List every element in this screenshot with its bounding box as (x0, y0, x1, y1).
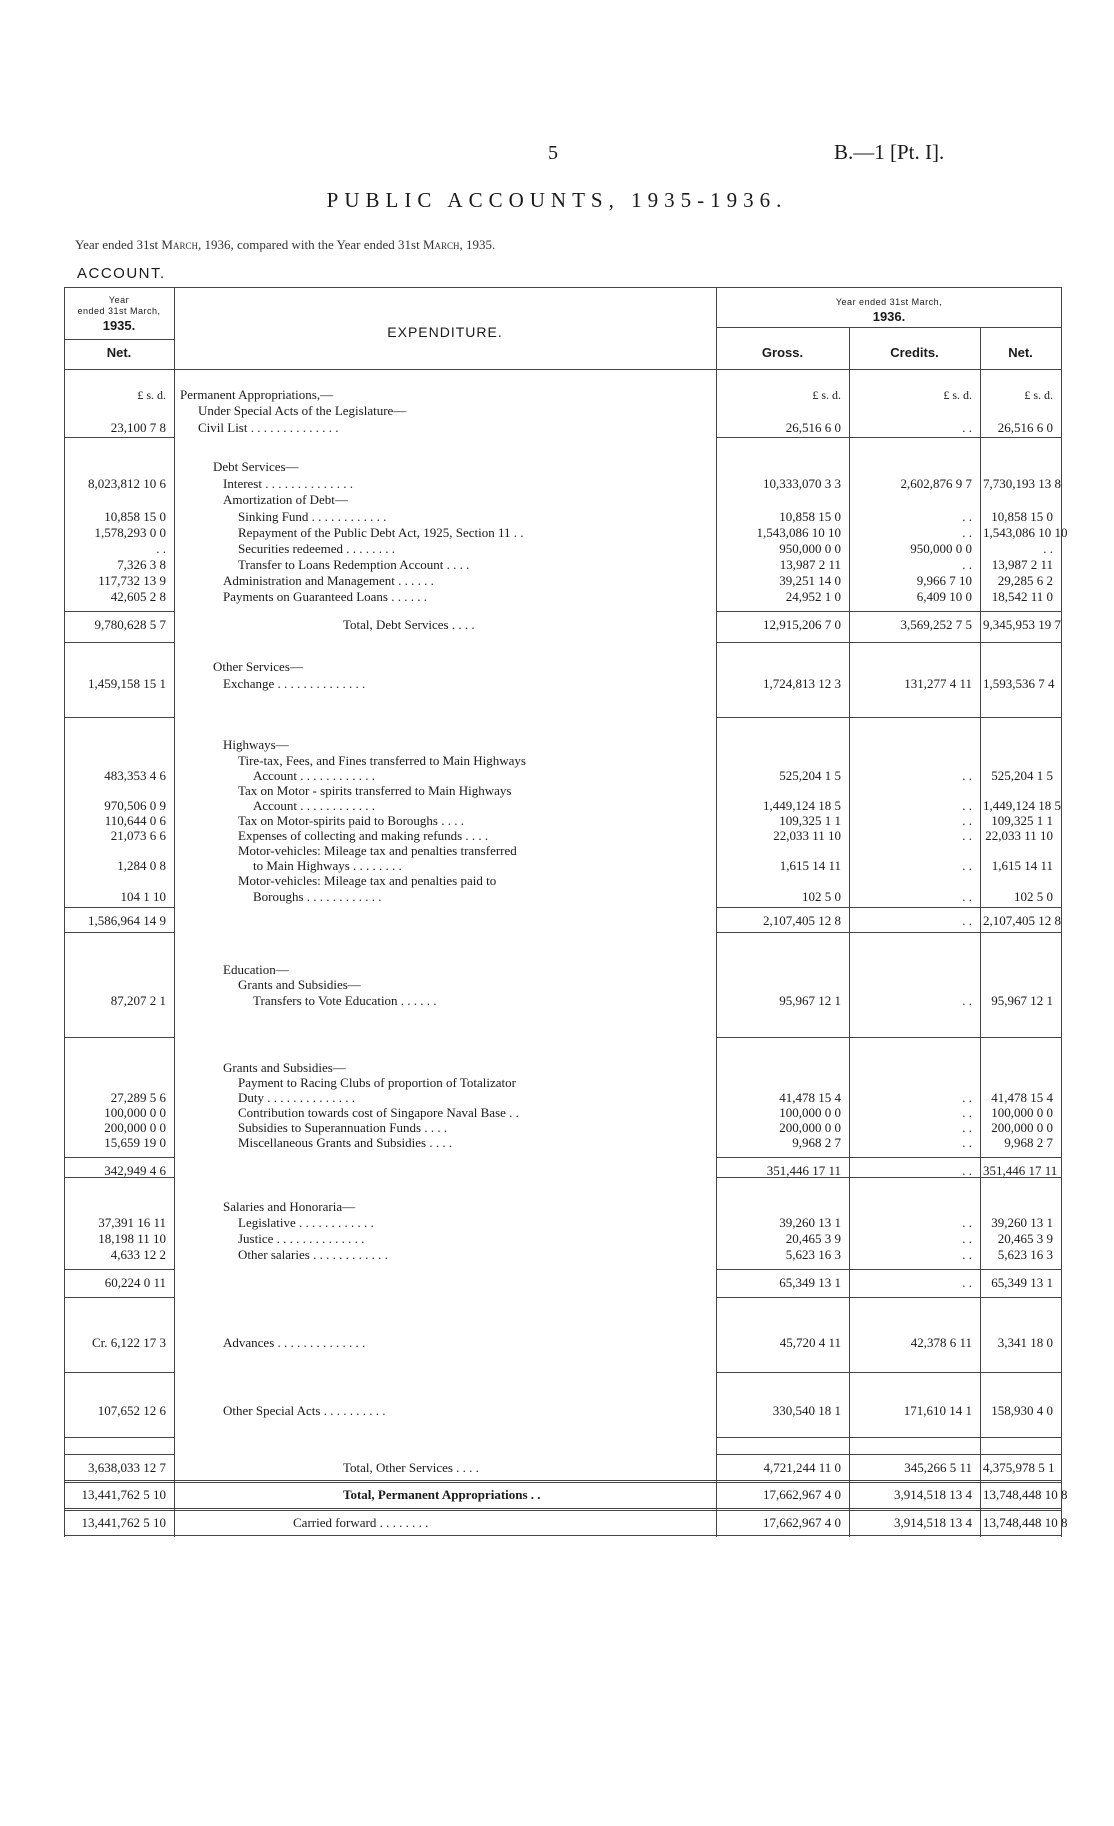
credits-value: . . (962, 858, 972, 873)
table-row (64, 403, 1062, 419)
prev-year-net-value: 342,949 4 6 (104, 1163, 166, 1178)
table-row (64, 676, 1062, 692)
net-value: 525,204 1 5 (991, 768, 1053, 783)
section-rule (64, 1177, 174, 1178)
table-row (64, 962, 1062, 978)
expenditure-description: to Main Highways . . . . . . . . (253, 858, 402, 873)
expenditure-description: Grants and Subsidies— (223, 1060, 346, 1075)
credits-value: 2,602,876 9 7 (900, 476, 972, 491)
gross-value: 45,720 4 11 (779, 1335, 841, 1350)
table-row (64, 1460, 1062, 1476)
expenditure-description: Permanent Appropriations,— (180, 387, 334, 402)
expenditure-description: Repayment of the Public Debt Act, 1925, Section 11 . . (238, 525, 524, 540)
expenditure-description: Legislative . . . . . . . . . . . . (238, 1215, 374, 1230)
expenditure-description: Motor-vehicles: Mileage tax and penalties paid to (238, 873, 497, 888)
table-row (64, 1120, 1062, 1136)
table-row (64, 1199, 1062, 1215)
prev-year-net-value: 87,207 2 1 (110, 993, 166, 1008)
table-row (64, 873, 1062, 889)
credits-value: . . (962, 509, 972, 524)
subtitle-suffix: , 1935. (459, 237, 496, 252)
prev-year-net-value: 37,391 16 11 (98, 1215, 166, 1230)
gross-value: 39,251 14 0 (779, 573, 841, 588)
prev-year-net-value: 483,353 4 6 (104, 768, 166, 783)
credits-value: . . (962, 768, 972, 783)
table-bottom-rule (64, 1535, 1062, 1536)
table-row (64, 1215, 1062, 1231)
gross-value: 95,967 12 1 (779, 993, 841, 1008)
expenditure-description: Sinking Fund . . . . . . . . . . . . (238, 509, 387, 524)
net-value: 1,449,124 18 5 (983, 798, 1061, 813)
net-value: 41,478 15 4 (991, 1090, 1053, 1105)
table-row (64, 492, 1062, 508)
expenditure-description: Account . . . . . . . . . . . . (253, 768, 376, 783)
section-rule (64, 1372, 174, 1373)
table-row (64, 1515, 1068, 1531)
expenditure-description: Highways— (223, 737, 289, 752)
credits-value: . . (962, 557, 972, 572)
prev-year-net-value: 13,441,762 5 10 (81, 1487, 166, 1502)
expenditure-description: Boroughs . . . . . . . . . . . . (253, 889, 382, 904)
table-row (64, 828, 1062, 844)
table-row (64, 541, 1062, 557)
credits-value: 171,610 14 1 (903, 1403, 972, 1418)
section-rule (716, 437, 1062, 438)
section-rule (64, 1437, 174, 1438)
credits-value: 345,266 5 11 (904, 1460, 972, 1475)
prev-year-net-value: 100,000 0 0 (104, 1105, 166, 1120)
credits-units: £ s. d. (943, 388, 972, 402)
gross-value: 17,662,967 4 0 (763, 1515, 841, 1530)
expenditure-description: Account . . . . . . . . . . . . (253, 798, 376, 813)
subtotal-rule (64, 1157, 174, 1158)
section-rule (716, 642, 1062, 643)
expenditure-description: Contribution towards cost of Singapore Naval Base . . (238, 1105, 519, 1120)
credits-value: . . (962, 993, 972, 1008)
subtotal-rule (64, 611, 174, 612)
table-row (64, 977, 1062, 993)
prev-units: £ s. d. (137, 388, 166, 402)
table-row (64, 476, 1062, 492)
prev-year-net-value: 9,780,628 5 7 (94, 617, 166, 632)
gross-value: 525,204 1 5 (779, 768, 841, 783)
gross-value: 17,662,967 4 0 (763, 1487, 841, 1502)
gross-value: 109,325 1 1 (779, 813, 841, 828)
expenditure-description: Civil List . . . . . . . . . . . . . . (198, 420, 339, 435)
section-rule (716, 1372, 1062, 1373)
total-rule (64, 1508, 1062, 1511)
credits-value: . . (962, 889, 972, 904)
table-row (64, 659, 1062, 675)
credits-value: . . (962, 1247, 972, 1262)
credits-value: . . (962, 1215, 972, 1230)
subtotal-rule (64, 907, 174, 908)
gross-value: 950,000 0 0 (779, 541, 841, 556)
net-value: 200,000 0 0 (991, 1120, 1053, 1135)
gross-value: 22,033 11 10 (773, 828, 841, 843)
net-value: . . (1043, 541, 1053, 556)
prev-year-net-value: 110,644 0 6 (104, 813, 166, 828)
expenditure-description: Motor-vehicles: Mileage tax and penalties transferred (238, 843, 517, 858)
gross-units: £ s. d. (812, 388, 841, 402)
net-value: 9,345,953 19 7 (983, 617, 1061, 632)
credits-value: 131,277 4 11 (904, 676, 972, 691)
net-value: 39,260 13 1 (991, 1215, 1053, 1230)
expenditure-description: Advances . . . . . . . . . . . . . . (223, 1335, 366, 1350)
net-value: 13,987 2 11 (991, 557, 1053, 572)
table-row (64, 557, 1062, 573)
net-value: 102 5 0 (1014, 889, 1053, 904)
total-rule (64, 1480, 1062, 1483)
subtotal-rule (716, 907, 1062, 908)
prev-year-net-value: 7,326 3 8 (117, 557, 166, 572)
table-row (64, 753, 1062, 769)
gross-value: 12,915,206 7 0 (763, 617, 841, 632)
prev-year-net-value: 18,198 11 10 (98, 1231, 166, 1246)
subtitle-month-2: March (422, 237, 460, 252)
section-heading: ACCOUNT. (77, 265, 166, 282)
credits-value: . . (962, 1275, 972, 1290)
prev-year-net-value: 200,000 0 0 (104, 1120, 166, 1135)
gross-header: Gross. (761, 345, 804, 360)
prev-year-net-value: 1,284 0 8 (117, 858, 166, 873)
credits-value: 9,966 7 10 (916, 573, 972, 588)
section-rule (64, 1297, 174, 1298)
current-year-label: Year ended 31st March, (835, 297, 943, 307)
gross-value: 102 5 0 (802, 889, 841, 904)
expenditure-description: Securities redeemed . . . . . . . . (238, 541, 396, 556)
gross-value: 100,000 0 0 (779, 1105, 841, 1120)
table-row (64, 858, 1062, 874)
credits-value: 6,409 10 0 (916, 589, 972, 604)
subtitle-prefix: Year ended 31st (75, 237, 159, 252)
net-value: 3,341 18 0 (997, 1335, 1053, 1350)
expenditure-description: Exchange . . . . . . . . . . . . . . (223, 676, 366, 691)
gross-value: 1,615 14 11 (779, 858, 841, 873)
credits-value: 950,000 0 0 (910, 541, 972, 556)
credits-value: . . (962, 813, 972, 828)
net-value: 65,349 13 1 (991, 1275, 1053, 1290)
page-subtitle (75, 237, 495, 253)
section-rule (64, 642, 174, 643)
table-row (64, 1487, 1068, 1503)
table-row (64, 737, 1062, 753)
expenditure-description: Tire-tax, Fees, and Fines transferred to Main Highways (238, 753, 526, 768)
credits-value: . . (962, 1135, 972, 1150)
net-value: 1,543,086 10 10 (983, 525, 1068, 540)
expenditure-description: Under Special Acts of the Legislature— (198, 403, 407, 418)
credits-value: 3,569,252 7 5 (900, 617, 972, 632)
net-value: 22,033 11 10 (985, 828, 1053, 843)
prev-year-net-value: 1,459,158 15 1 (88, 676, 166, 691)
prev-year-net-value: 970,506 0 9 (104, 798, 166, 813)
expenditure-description: Amortization of Debt— (223, 492, 348, 507)
gross-value: 200,000 0 0 (779, 1120, 841, 1135)
table-row (64, 768, 1062, 784)
prev-year-net-value: . . (156, 541, 166, 556)
credits-value: . . (962, 420, 972, 435)
prev-year-net-value: 10,858 15 0 (104, 509, 166, 524)
prev-year-net-value: 3,638,033 12 7 (88, 1460, 166, 1475)
expenditure-description: Payments on Guaranteed Loans . . . . . . (223, 589, 427, 604)
gross-value: 5,623 16 3 (785, 1247, 841, 1262)
prev-year-ended: ended 31st March, (77, 306, 161, 316)
gross-value: 351,446 17 11 (766, 1163, 841, 1178)
subtotal-rule (716, 1454, 1062, 1455)
table-row (64, 1247, 1062, 1263)
net-value: 10,858 15 0 (991, 509, 1053, 524)
table-row (64, 813, 1062, 829)
credits-value: . . (962, 1120, 972, 1135)
expenditure-description: Total, Permanent Appropriations . . (343, 1487, 541, 1502)
net-value: 29,285 6 2 (997, 573, 1053, 588)
expenditure-description: Transfers to Vote Education . . . . . . (253, 993, 437, 1008)
prev-year-net-value: 13,441,762 5 10 (81, 1515, 166, 1530)
net-value: 20,465 3 9 (997, 1231, 1053, 1246)
gross-value: 39,260 13 1 (779, 1215, 841, 1230)
prev-year-net-value: Cr. 6,122 17 3 (91, 1335, 166, 1350)
subtotal-rule (716, 1269, 1062, 1270)
prev-year-net-value: 42,605 2 8 (110, 589, 166, 604)
table-row (64, 1403, 1062, 1419)
prev-year-label: Year (108, 295, 130, 305)
table-row (64, 387, 1062, 403)
section-rule (716, 1437, 1062, 1438)
expenditure-description: Justice . . . . . . . . . . . . . . (238, 1231, 365, 1246)
expenditure-description: Education— (223, 962, 289, 977)
net-value: 18,542 11 0 (991, 589, 1053, 604)
section-rule (64, 1037, 174, 1038)
net-value: 158,930 4 0 (991, 1403, 1053, 1418)
subtotal-rule (716, 1157, 1062, 1158)
table-row (64, 993, 1062, 1009)
prev-year-net-value: 27,289 5 6 (110, 1090, 166, 1105)
table-row (64, 459, 1062, 475)
table-row (64, 1105, 1062, 1121)
credits-value: . . (962, 798, 972, 813)
table-row (64, 1075, 1062, 1091)
subtitle-month-1: March (161, 237, 198, 252)
prev-year-net-value: 4,633 12 2 (110, 1247, 166, 1262)
gross-value: 4,721,244 11 0 (763, 1460, 841, 1475)
expenditure-description: Other Services— (213, 659, 303, 674)
expenditure-description: Subsidies to Superannuation Funds . . . . (238, 1120, 448, 1135)
net-value: 13,748,448 10 8 (983, 1487, 1068, 1502)
header-bottom-rule (64, 369, 1062, 370)
net-value: 13,748,448 10 8 (983, 1515, 1068, 1530)
section-rule (64, 437, 174, 438)
subtitle-mid: , 1936, compared with the Year ended 31st (198, 237, 420, 252)
gross-value: 20,465 3 9 (785, 1231, 841, 1246)
credits-value: . . (962, 1105, 972, 1120)
prev-year-net-value: 1,586,964 14 9 (88, 913, 166, 928)
gross-value: 13,987 2 11 (779, 557, 841, 572)
expenditure-description: Debt Services— (213, 459, 299, 474)
net-value: 1,593,536 7 4 (983, 676, 1055, 691)
table-row (64, 509, 1062, 525)
expenditure-description: Tax on Motor-spirits paid to Boroughs . . . . (238, 813, 464, 828)
section-rule (716, 932, 1062, 933)
expenditure-description: Miscellaneous Grants and Subsidies . . . . (238, 1135, 453, 1150)
gross-value: 2,107,405 12 8 (763, 913, 841, 928)
current-year-year: 1936. (872, 309, 906, 324)
expenditure-description: Tax on Motor - spirits transferred to Main Highways (238, 783, 512, 798)
table-row (64, 843, 1062, 859)
section-rule (716, 1177, 1062, 1178)
prev-year-net: Net. (106, 345, 132, 360)
credits-value: 3,914,518 13 4 (894, 1515, 972, 1530)
table-row (64, 1135, 1062, 1151)
expenditure-description: Grants and Subsidies— (238, 977, 361, 992)
credits-value: . . (962, 828, 972, 843)
prev-header-rule (64, 339, 174, 340)
net-value: 4,375,978 5 1 (983, 1460, 1055, 1475)
credits-value: . . (962, 913, 972, 928)
subtotal-rule (64, 1269, 174, 1270)
gross-value: 1,543,086 10 10 (756, 525, 841, 540)
expenditure-header: EXPENDITURE. (387, 324, 503, 340)
gross-value: 41,478 15 4 (779, 1090, 841, 1105)
prev-year-net-value: 1,578,293 0 0 (94, 525, 166, 540)
table-row (64, 525, 1068, 541)
net-value: 26,516 6 0 (997, 420, 1053, 435)
document-reference: B.—1 [Pt. I]. (834, 140, 945, 164)
expenditure-table (64, 287, 1068, 1537)
gross-value: 10,858 15 0 (779, 509, 841, 524)
table-row (64, 420, 1062, 436)
expenditure-description: Total, Debt Services . . . . (343, 617, 475, 632)
expenditure-description: Carried forward . . . . . . . . (293, 1515, 429, 1530)
credits-header: Credits. (890, 345, 939, 360)
credits-value: . . (962, 1163, 972, 1178)
prev-year-net-value: 104 1 10 (120, 889, 166, 904)
expenditure-description: Other salaries . . . . . . . . . . . . (238, 1247, 388, 1262)
gross-value: 10,333,070 3 3 (763, 476, 841, 491)
net-value: 100,000 0 0 (991, 1105, 1053, 1120)
net-value: 9,968 2 7 (1004, 1135, 1053, 1150)
prev-year-net-value: 8,023,812 10 6 (88, 476, 166, 491)
current-year-rule (716, 327, 1062, 328)
expenditure-description: Administration and Management . . . . . . (223, 573, 434, 588)
gross-value: 9,968 2 7 (792, 1135, 841, 1150)
expenditure-description: Interest . . . . . . . . . . . . . . (223, 476, 353, 491)
expenditure-description: Duty . . . . . . . . . . . . . . (238, 1090, 355, 1105)
expenditure-description: Total, Other Services . . . . (343, 1460, 479, 1475)
expenditure-description: Salaries and Honoraria— (223, 1199, 356, 1214)
table-row (64, 573, 1062, 589)
credits-value: . . (962, 525, 972, 540)
net-value: 7,730,193 13 8 (983, 476, 1061, 491)
page-title: PUBLIC ACCOUNTS, 1935-1936. (326, 188, 788, 212)
gross-value: 26,516 6 0 (785, 420, 841, 435)
table-row (64, 1275, 1062, 1291)
net-value: 95,967 12 1 (991, 993, 1053, 1008)
section-rule (64, 932, 174, 933)
prev-year-net-value: 107,652 12 6 (97, 1403, 166, 1418)
net-value: 5,623 16 3 (997, 1247, 1053, 1262)
credits-value: 3,914,518 13 4 (894, 1487, 972, 1502)
table-row (64, 1060, 1062, 1076)
net-value: 2,107,405 12 8 (983, 913, 1061, 928)
expenditure-description: Expenses of collecting and making refunds . . . . (238, 828, 489, 843)
prev-year-year: 1935. (102, 318, 136, 333)
prev-year-net-value: 117,732 13 9 (98, 573, 166, 588)
prev-year-net-value: 60,224 0 11 (104, 1275, 166, 1290)
net-value: 109,325 1 1 (991, 813, 1053, 828)
gross-value: 330,540 18 1 (772, 1403, 841, 1418)
expenditure-description: Other Special Acts . . . . . . . . . . (223, 1403, 386, 1418)
gross-value: 1,724,813 12 3 (763, 676, 841, 691)
table-row (64, 589, 1062, 605)
credits-value: . . (962, 1231, 972, 1246)
table-row (64, 783, 1062, 799)
table-row (64, 1090, 1062, 1106)
section-rule (716, 717, 1062, 718)
table-row (64, 1335, 1062, 1351)
gross-value: 1,449,124 18 5 (763, 798, 841, 813)
net-units: £ s. d. (1024, 388, 1053, 402)
expenditure-description: Payment to Racing Clubs of proportion of Totalizator (238, 1075, 516, 1090)
gross-value: 65,349 13 1 (779, 1275, 841, 1290)
table-row (64, 1231, 1062, 1247)
table-row (64, 889, 1062, 905)
table-row (64, 798, 1062, 814)
net-value: 351,446 17 11 (983, 1163, 1058, 1178)
table-row (64, 913, 1062, 929)
table-row (64, 617, 1062, 633)
prev-year-net-value: 15,659 19 0 (104, 1135, 166, 1150)
credits-value: 42,378 6 11 (910, 1335, 972, 1350)
prev-year-net-value: 23,100 7 8 (110, 420, 166, 435)
subtotal-rule (716, 611, 1062, 612)
net-header: Net. (1008, 345, 1033, 360)
net-value: 1,615 14 11 (991, 858, 1053, 873)
page-number: 5 (548, 142, 558, 164)
subtotal-rule (64, 1454, 174, 1455)
expenditure-description: Transfer to Loans Redemption Account . . . . (238, 557, 470, 572)
table-top-rule (64, 287, 1062, 288)
gross-value: 24,952 1 0 (785, 589, 841, 604)
credits-value: . . (962, 1090, 972, 1105)
section-rule (64, 717, 174, 718)
section-rule (716, 1037, 1062, 1038)
prev-year-net-value: 21,073 6 6 (110, 828, 166, 843)
section-rule (716, 1297, 1062, 1298)
